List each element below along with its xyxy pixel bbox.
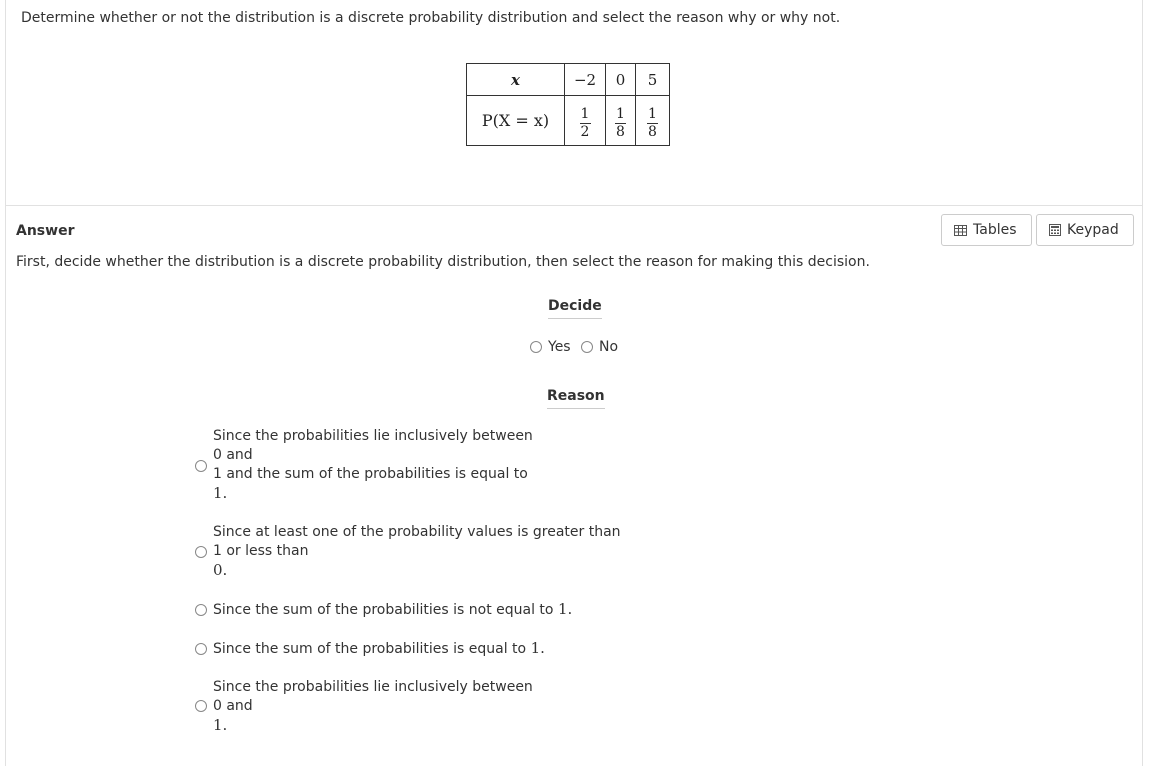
probability-value: $\frac{1}{8}$ bbox=[606, 96, 636, 146]
answer-panel bbox=[5, 206, 1143, 766]
question-prompt: Determine whether or not the distribution is a discrete probability distribution and select the reason why or why not. bbox=[21, 10, 841, 26]
x-header: x bbox=[467, 64, 565, 96]
tables-button[interactable] bbox=[941, 214, 1032, 246]
reason-option-radio[interactable] bbox=[195, 700, 207, 712]
x-value: 0 bbox=[606, 64, 636, 96]
table-row-x bbox=[467, 64, 670, 96]
answer-title: Answer bbox=[16, 223, 75, 239]
decide-no-radio[interactable] bbox=[581, 341, 593, 353]
x-value: 5 bbox=[636, 64, 670, 96]
answer-instructions: First, decide whether the distribution is a discrete probability distribution, then select the reason for making this decision. bbox=[16, 254, 870, 270]
reason-option-label[interactable]: Since the probabilities lie inclusively between 0 and 1. bbox=[213, 679, 533, 734]
table-icon bbox=[954, 225, 967, 236]
decide-label: Decide bbox=[548, 298, 602, 319]
distribution-table bbox=[466, 63, 670, 146]
probability-header: P(X = x) bbox=[467, 96, 565, 146]
x-value: −2 bbox=[565, 64, 606, 96]
reason-option-label[interactable]: Since the probabilities lie inclusively between 0 and 1 and the sum of the probabilities is equal to 1. bbox=[213, 428, 533, 502]
tables-label: Tables bbox=[973, 222, 1017, 238]
probability-value: $\frac{1}{8}$ bbox=[636, 96, 670, 146]
reason-option-radio[interactable] bbox=[195, 546, 207, 558]
table-row-probability bbox=[467, 96, 670, 146]
keypad-button[interactable] bbox=[1036, 214, 1134, 246]
calculator-icon bbox=[1049, 224, 1061, 236]
probability-value: $\frac{1}{2}$ bbox=[565, 96, 606, 146]
reason-label: Reason bbox=[547, 388, 605, 409]
reason-option-label[interactable]: Since the sum of the probabilities is equal to 1. bbox=[213, 639, 545, 657]
reason-option-label[interactable]: Since at least one of the probability values is greater than 1 or less than 0. bbox=[213, 524, 621, 579]
reason-option-radio[interactable] bbox=[195, 604, 207, 616]
reason-option-radio[interactable] bbox=[195, 643, 207, 655]
reason-option-label[interactable]: Since the sum of the probabilities is not equal to 1. bbox=[213, 600, 573, 618]
keypad-label: Keypad bbox=[1067, 222, 1119, 238]
decide-no-label[interactable]: No bbox=[599, 339, 619, 355]
decide-yes-radio[interactable] bbox=[530, 341, 542, 353]
decide-yes-label[interactable]: Yes bbox=[548, 339, 571, 355]
reason-option-radio[interactable] bbox=[195, 460, 207, 472]
